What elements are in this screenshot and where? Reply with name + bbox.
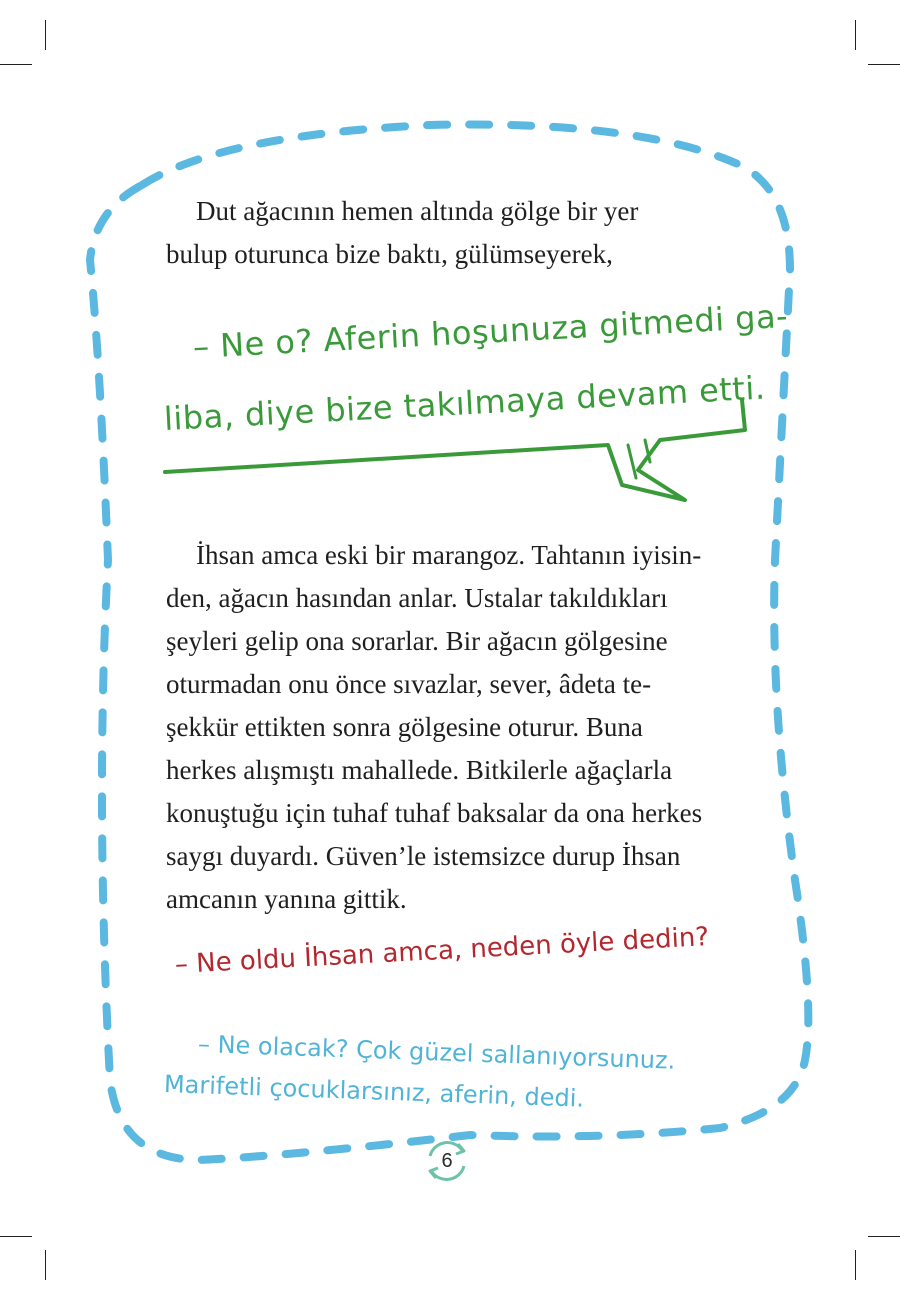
text-line: herkes alışmıştı mahallede. Bitkilerle ağaçlarla [166, 755, 673, 785]
text-line: saygı duyardı. Güven’le istemsizce durup İhsan [166, 841, 681, 871]
speech-green-line-1: – Ne o? Aferin hoşunuza gitmedi ga- [192, 296, 789, 366]
paragraph-ihsan [166, 534, 741, 921]
paragraph-intro [166, 190, 736, 276]
speech-blue-line-2: Marifetli çocuklarsınız, aferin, dedi. [163, 1070, 585, 1113]
text-line: bulup oturunca bize baktı, gülümseyerek, [166, 239, 613, 269]
text-line: amcanın yanına gittik. [166, 884, 407, 914]
text-line: oturmadan onu önce sıvazlar, sever, âdeta te- [166, 669, 652, 699]
speech-blue-line-1: – Ne olacak? Çok güzel sallanıyorsunuz. [197, 1030, 676, 1075]
text-line: konuştuğu için tuhaf tuhaf baksalar da ona herkes [166, 798, 703, 828]
text-line: İhsan amca eski bir marangoz. Tahtanın iyisin- [196, 540, 702, 570]
speech-red: – Ne oldu İhsan amca, neden öyle dedin? [174, 922, 710, 980]
text-line: Dut ağacının hemen altında gölge bir yer [196, 196, 639, 226]
text-line: şekkür ettikten sonra gölgesine oturur. Buna [166, 712, 643, 742]
page-number: 6 [441, 1149, 453, 1172]
speech-green-line-2: liba, diye bize takılmaya devam etti. [163, 368, 767, 438]
text-line: den, ağacın hasından anlar. Ustalar takıldıkları [166, 583, 668, 613]
text-line: şeyleri gelip ona sorarlar. Bir ağacın gölgesine [166, 626, 668, 656]
